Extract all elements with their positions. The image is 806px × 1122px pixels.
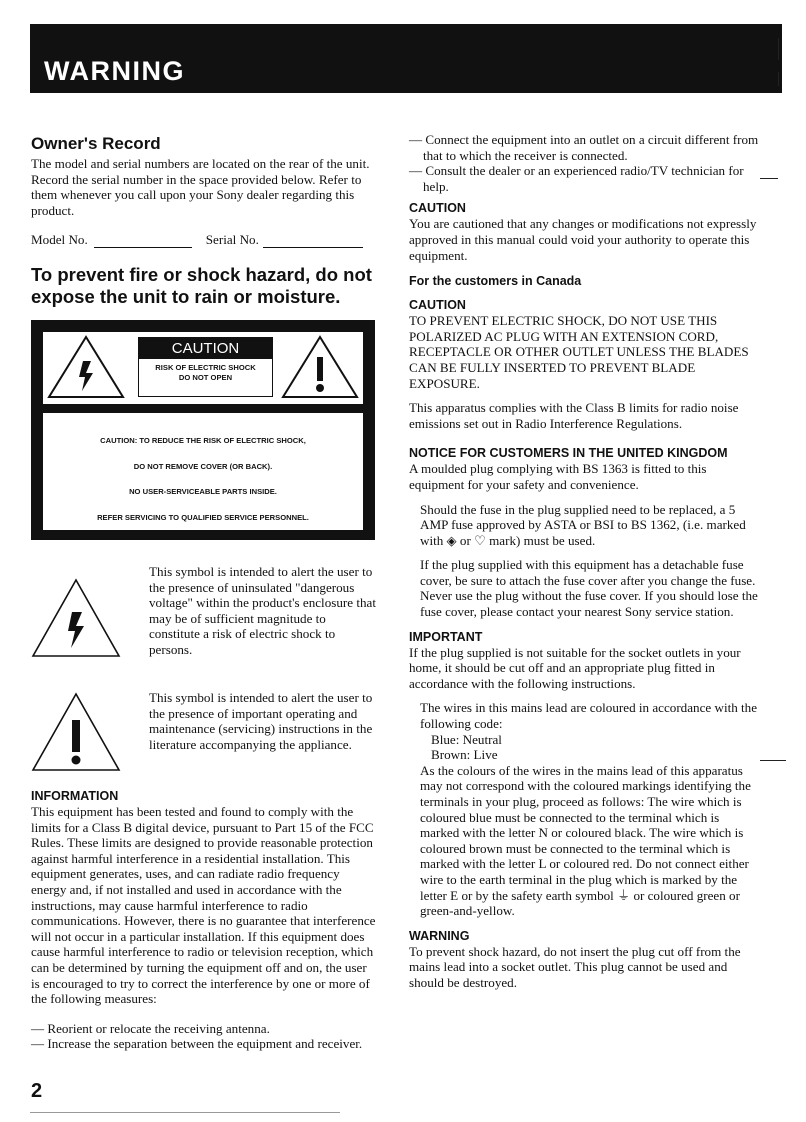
information-heading: INFORMATION [31, 788, 119, 803]
caution-sticker [138, 337, 273, 397]
lightning-triangle-icon [31, 578, 121, 658]
margin-mark [778, 72, 779, 86]
instructions-symbol-text: This symbol is intended to alert the user to the presence of important operating and maintenance (servicing) instructions in the literature accompanying the appliance. [149, 689, 373, 752]
record-fields [31, 232, 376, 248]
canada-caution-text: TO PREVENT ELECTRIC SHOCK, DO NOT USE THIS POLARIZED AC PLUG WITH AN EXTENSION CORD, RECEPTACLE OR OTHER OUTLET UNLESS THE BLADES CAN BE FULLY INSERTED TO PREVENT BLADE EXPOSURE. [409, 313, 749, 391]
warning-text: To prevent shock hazard, do not insert the plug cut off from the mains lead into a socket outlet. This plug cannot be used and should be destroyed. [409, 943, 741, 990]
exclamation-triangle-icon [281, 335, 359, 399]
page-title: WARNING [44, 56, 185, 86]
serial-label: Serial No. [205, 232, 259, 248]
caution-line: NO USER-SERVICEABLE PARTS INSIDE. [129, 487, 277, 497]
caution-label-graphic [31, 320, 375, 540]
canada-caution-heading: CAUTION [409, 298, 466, 313]
warning-banner [30, 24, 782, 93]
list-item: — Reorient or relocate the receiving antenna. [31, 1020, 270, 1036]
canada-heading: For the customers in Canada [409, 274, 582, 289]
caution-line: CAUTION: TO REDUCE THE RISK OF ELECTRIC SHOCK, [100, 435, 306, 445]
important-heading: IMPORTANT [409, 629, 483, 644]
footer-rule [30, 1112, 340, 1113]
fire-warning-title: To prevent fire or shock hazard, do not expose the unit to rain or moisture. [31, 263, 372, 307]
caution-text: You are cautioned that any changes or modifications not expressly approved in this manual could void your authority to operate this equipment. [409, 216, 757, 263]
list-item: — Increase the separation between the equipment and receiver. [31, 1036, 363, 1052]
margin-mark [778, 38, 779, 60]
model-label: Model No. [31, 232, 88, 248]
list-item: — Consult the dealer or an experienced radio/TV technician for help. [409, 163, 744, 194]
caution-sticker-line: DO NOT OPEN [178, 372, 233, 382]
information-text: This equipment has been tested and found to comply with the limits for a Class B digital device, pursuant to Part 15 of the FCC Rules. These limits are designed to provide reasonable protection against harmful interference in a residential installation. This equipment generates, uses, and can radiate radio frequency energy and, if not installed and used in accordance with the instructions, may cause harmful interference to radio communications. However, there is no guarantee that interference will not occur in a particular installation. If this equipment does cause harmful interference to radio or television reception, which can be determined by turning the equipment off and on, the user is encouraged to try to correct the interference by one or more of the following measures: [31, 803, 376, 1007]
voltage-symbol-text: This symbol is intended to alert the user to the presence of uninsulated "dangerous voltage" within the product's enclosure that may be of sufficient magnitude to constitute a risk of electric shock to persons. [149, 563, 376, 657]
list-item: — Connect the equipment into an outlet on a circuit different from that to which the receiver is connected. [409, 132, 759, 163]
voltage-symbol-row [31, 564, 376, 676]
model-blank [94, 235, 192, 248]
left-column [31, 128, 376, 1058]
measures-list [31, 1021, 376, 1052]
wires-block [420, 700, 761, 918]
warning-heading: WARNING [409, 928, 470, 943]
margin-mark [760, 178, 778, 179]
instructions-symbol-row [31, 690, 376, 788]
fuse-cover-text: If the plug supplied with this equipment has a detachable fuse cover, be sure to attach the fuse cover after you change the fuse. Never use the plug without the fuse cover. If you should lose the fuse cover, please contact your nearest Sony service station. [420, 557, 758, 620]
apparatus-text: This apparatus complies with the Class B limits for radio noise emissions set out in Radio Interference Regulations. [409, 400, 739, 431]
margin-mark [760, 760, 786, 761]
caution-sticker-line: RISK OF ELECTRIC SHOCK [155, 362, 256, 372]
fuse-text: Should the fuse in the plug supplied need to be replaced, a 5 AMP fuse approved by ASTA or BSI to BS 1362, (i.e. marked with ◈ or ♡ mark) must be used. [420, 501, 746, 548]
owners-record-text: The model and serial numbers are located on the rear of the unit. Record the serial number in the space provided below. Refer to them whenever you call upon your Sony dealer regarding this product. [31, 156, 370, 218]
right-column [409, 132, 761, 1000]
uk-heading: NOTICE FOR CUSTOMERS IN THE UNITED KINGDOM [409, 446, 728, 461]
wire-brown: Brown: Live [431, 747, 498, 763]
lightning-triangle-icon [47, 335, 125, 399]
exclamation-triangle-icon [31, 692, 121, 772]
page-number: 2 [31, 1080, 43, 1102]
wire-blue: Blue: Neutral [431, 731, 502, 747]
caution-sticker-head: CAUTION [139, 338, 272, 359]
uk-text: A moulded plug complying with BS 1363 is fitted to this equipment for your safety and convenience. [409, 461, 707, 492]
caution-line: DO NOT REMOVE COVER (OR BACK). [133, 461, 273, 471]
measures-list-continued [409, 132, 761, 194]
wires-intro: The wires in this mains lead are coloured in accordance with the following code: [420, 700, 758, 732]
caution-line: REFER SERVICING TO QUALIFIED SERVICE PERSONNEL. [97, 512, 309, 522]
serial-blank [263, 235, 363, 248]
caution-heading: CAUTION [409, 201, 466, 216]
important-text: If the plug supplied is not suitable for the socket outlets in your home, it should be cut off and an appropriate plug fitted in accordance with the following instructions. [409, 644, 741, 691]
wires-text: As the colours of the wires in the mains lead of this apparatus may not correspond with the coloured markings identifying the terminals in your plug, proceed as follows: The wire which is coloured blue must be connected to the terminal which is marked with the letter N or coloured black. The wire which is coloured brown must be connected to the terminal which is marked with the letter L or coloured red. Do not connect either wire to the earth terminal in the plug which is marked by the letter E or by the safety earth symbol ⏚ or coloured green or green-and-yellow. [420, 762, 751, 919]
owners-record-title: Owner's Record [31, 134, 161, 153]
